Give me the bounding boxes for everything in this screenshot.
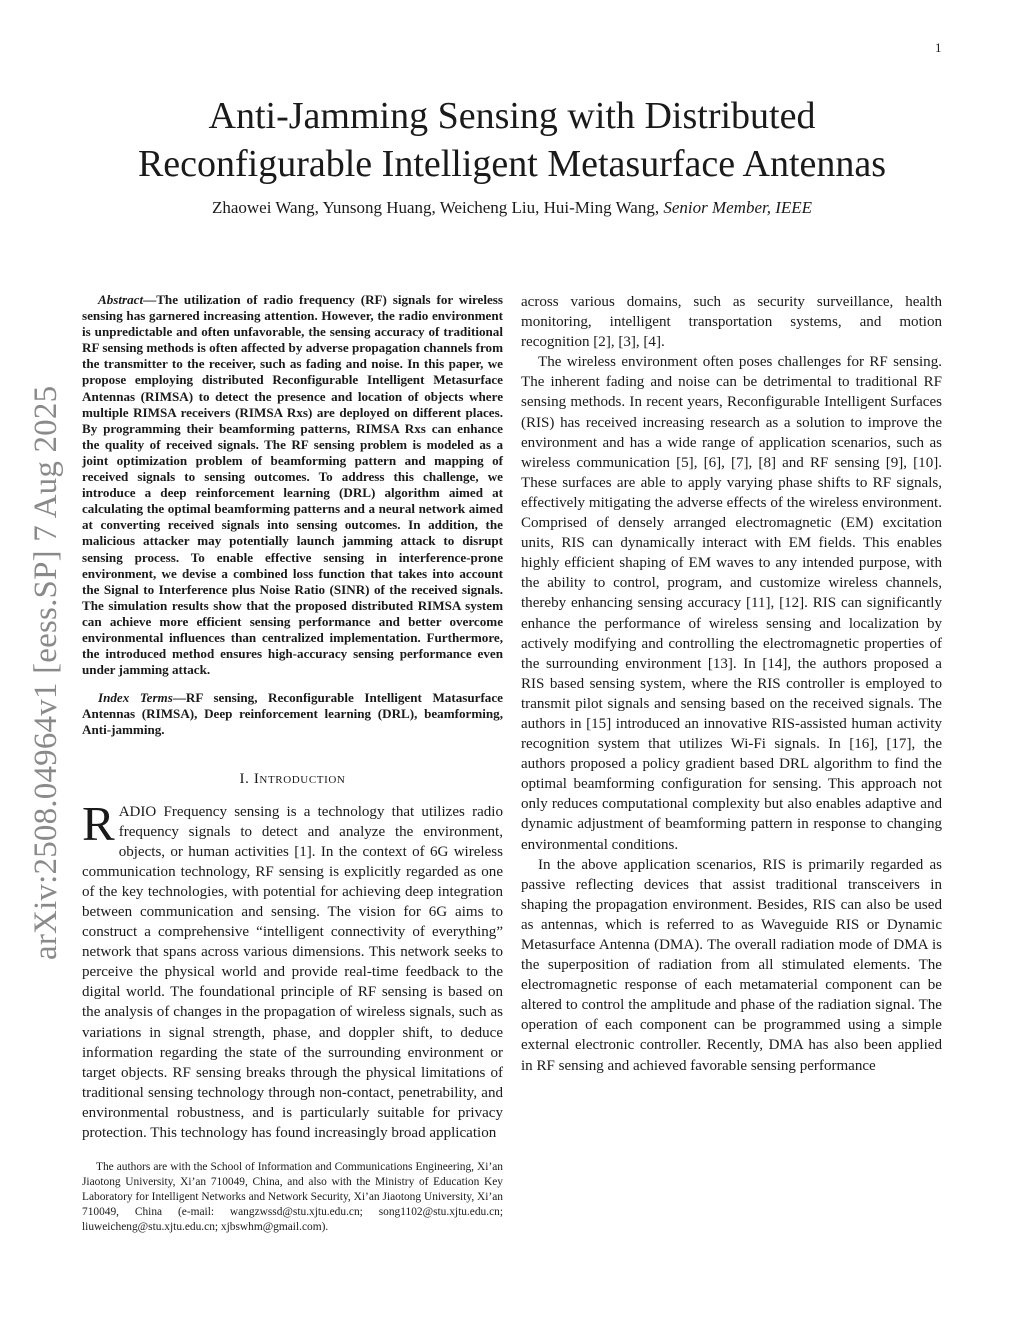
- intro-paragraph-1-continued: across various domains, such as security surveillance, health monitoring, intelligent transportation systems, and motion recognition [2], [3], [4].: [521, 294, 942, 351]
- title-line-2: Reconfigurable Intelligent Metasurface Antennas: [137, 143, 887, 185]
- author-names: Zhaowei Wang, Yunsong Huang, Weicheng Liu, Hui-Ming Wang,: [211, 198, 660, 217]
- intro-paragraph-1-text: Frequency sensing is a technology that utilizes radio frequency signals to detect and analyze the environment, objects, or human activities [1]. In the context of 6G wireless communication technology, RF sensing is explicitly regarded as one of the key technologies, with potential for achieving deep integration between communication and sensing. The vision for 6G aims to construct a comprehensive “intelligent connectivity of everything” network that spans across various dimensions. This network seeks to perceive the physical world and provide real-time feedback to the digital world. The foundational principle of RF sensing is based on the analysis of changes in the propagation of wireless signals, such as variations in signal strength, phase, and doppler shift, to deduce information regarding the state of the surrounding environment or target objects. RF sensing breaks through the physical limitations of traditional sensing technology through non-contact, penetrability, and environmental robustness, and is particularly suitable for privacy protection. This technology has found increasingly broad application: [82, 803, 503, 1142]
- section-heading-introduction: [82, 771, 503, 788]
- abstract: [82, 292, 503, 678]
- right-column: [521, 292, 942, 1076]
- section-number: I.: [239, 770, 250, 787]
- section-title: Introduction: [253, 770, 346, 787]
- arxiv-identifier-stamp: arXiv:2508.04964v1 [eess.SP] 7 Aug 2025: [28, 385, 64, 960]
- intro-paragraph-2: The wireless environment often poses challenges for RF sensing. The inherent fading and noise can be detrimental to traditional RF sensing methods. In recent years, Reconfigurable Intelligent Surfaces (RIS) has received increasing research as a solution to improve the environment and has a wide range of application scenarios, such as wireless communication [5], [6], [7], [8] and RF sensing [9], [10]. These surfaces are able to apply varying phase shifts to RF signals, effectively mitigating the adverse effects of the wireless environment. Comprised of densely arranged electromagnetic (EM) excitation units, RIS can dynamically interact with EM fields. This enables highly efficient shaping of EM waves to any intended purpose, with the ability to control, program, and customize wireless channels, thereby enhancing sensing accuracy [11], [12]. RIS can significantly enhance the performance of wireless sensing and localization by actively modifying and controlling the electromagnetic properties of the surrounding environment [13]. In [14], the authors proposed a RIS based sensing system, where the RIS controller is employed to transmit pilot signals and sensing based on the received signals. The authors in [15] introduced an innovative RIS-assisted human activity recognition system that utilizes Wi-Fi signals. In [16], [17], the authors proposed a policy gradient based DRL algorithm to find the optimal beamforming configuration for sensing. This approach not only reduces computational complexity but also enables adaptive and dynamic adjustment of beamforming pattern in response to changing environmental conditions.: [521, 354, 942, 853]
- left-column: [82, 292, 503, 1143]
- paper-title: [0, 92, 1024, 188]
- abstract-text: —The utilization of radio frequency (RF) signals for wireless sensing has garnered increasing attention. However, the radio environment is unpredictable and often unfavorable, the sensing accuracy of traditional RF sensing methods is often affected by adverse propagation channels from the transmitter to the receiver, such as fading and noise. In this paper, we propose employing distributed Reconfigurable Intelligent Metasurface Antennas (RIMSA) to detect the presence and location of objects where multiple RIMSA receivers (RIMSA Rxs) are deployed on different places. By programming their beamforming patterns, RIMSA Rxs can enhance the quality of received signals. The RF sensing problem is modeled as a joint optimization problem of beamforming pattern and mapping of received signals to sensing outcomes. To address this challenge, we introduce a deep reinforcement learning (DRL) algorithm aimed at calculating the optimal beamforming patterns and a neural network aimed at converting received signals into sensing outcomes. In addition, the malicious attacker may potentially launch jamming attack to disrupt sensing process. To enable effective sensing in interference-prone environment, we devise a combined loss function that takes into account the Signal to Interference plus Noise Ratio (SINR) of the received signals. The simulation results show that the proposed distributed RIMSA system can achieve more efficient sensing performance and better overcome environmental influences than centralized implementation. Furthermore, the introduced method ensures high-accuracy sensing performance even under jamming attack.: [82, 292, 503, 678]
- index-terms: [82, 690, 503, 738]
- index-terms-label: Index Terms: [98, 690, 173, 706]
- intro-paragraph-3: In the above application scenarios, RIS is primarily regarded as passive reflecting devices that assist traditional transceivers in shaping the propagation environment. Besides, RIS can also be used as antennas, which is referred to as Waveguide RIS or Dynamic Metasurface Antenna (DMA). The overall radiation mode of DMA is the superposition of radiation from all stimulated elements. The electromagnetic response of each metamaterial component can be altered to control the amplitude and phase of the radiation signal. The operation of each component can be programmed using a simple external electronic controller. Recently, DMA has also been applied in RF sensing and achieved favorable sensing performance: [521, 856, 942, 1074]
- author-membership: Senior Member, IEEE: [663, 198, 813, 217]
- drop-cap-letter: R: [82, 795, 115, 851]
- intro-paragraph-1: [82, 795, 503, 1144]
- abstract-label: Abstract: [98, 292, 144, 307]
- lead-small-caps: ADIO: [118, 803, 157, 820]
- title-line-1: Anti-Jamming Sensing with Distributed: [208, 95, 816, 137]
- index-terms-text: —RF sensing, Reconfigurable Intelligent Matasurface Antennas (RIMSA), Deep reinforcement learning (DRL), beamforming, Anti-jamming.: [82, 690, 503, 738]
- page-number: 1: [935, 40, 942, 55]
- author-affiliation-footnote: The authors are with the School of Information and Communications Engineering, Xi’an Jiaotong University, Xi’an 710049, China, and also with the Ministry of Education Key Laboratory for Intelligent Networks and Network Security, Xi’an Jiaotong University, Xi’an 710049, China (e-mail: wangzwssd@stu.xjtu.edu.cn; song1102@stu.xjtu.edu.cn; liuweicheng@stu.xjtu.edu.cn; xjbswhm@gmail.com).: [82, 1161, 503, 1233]
- author-list: [0, 198, 1024, 218]
